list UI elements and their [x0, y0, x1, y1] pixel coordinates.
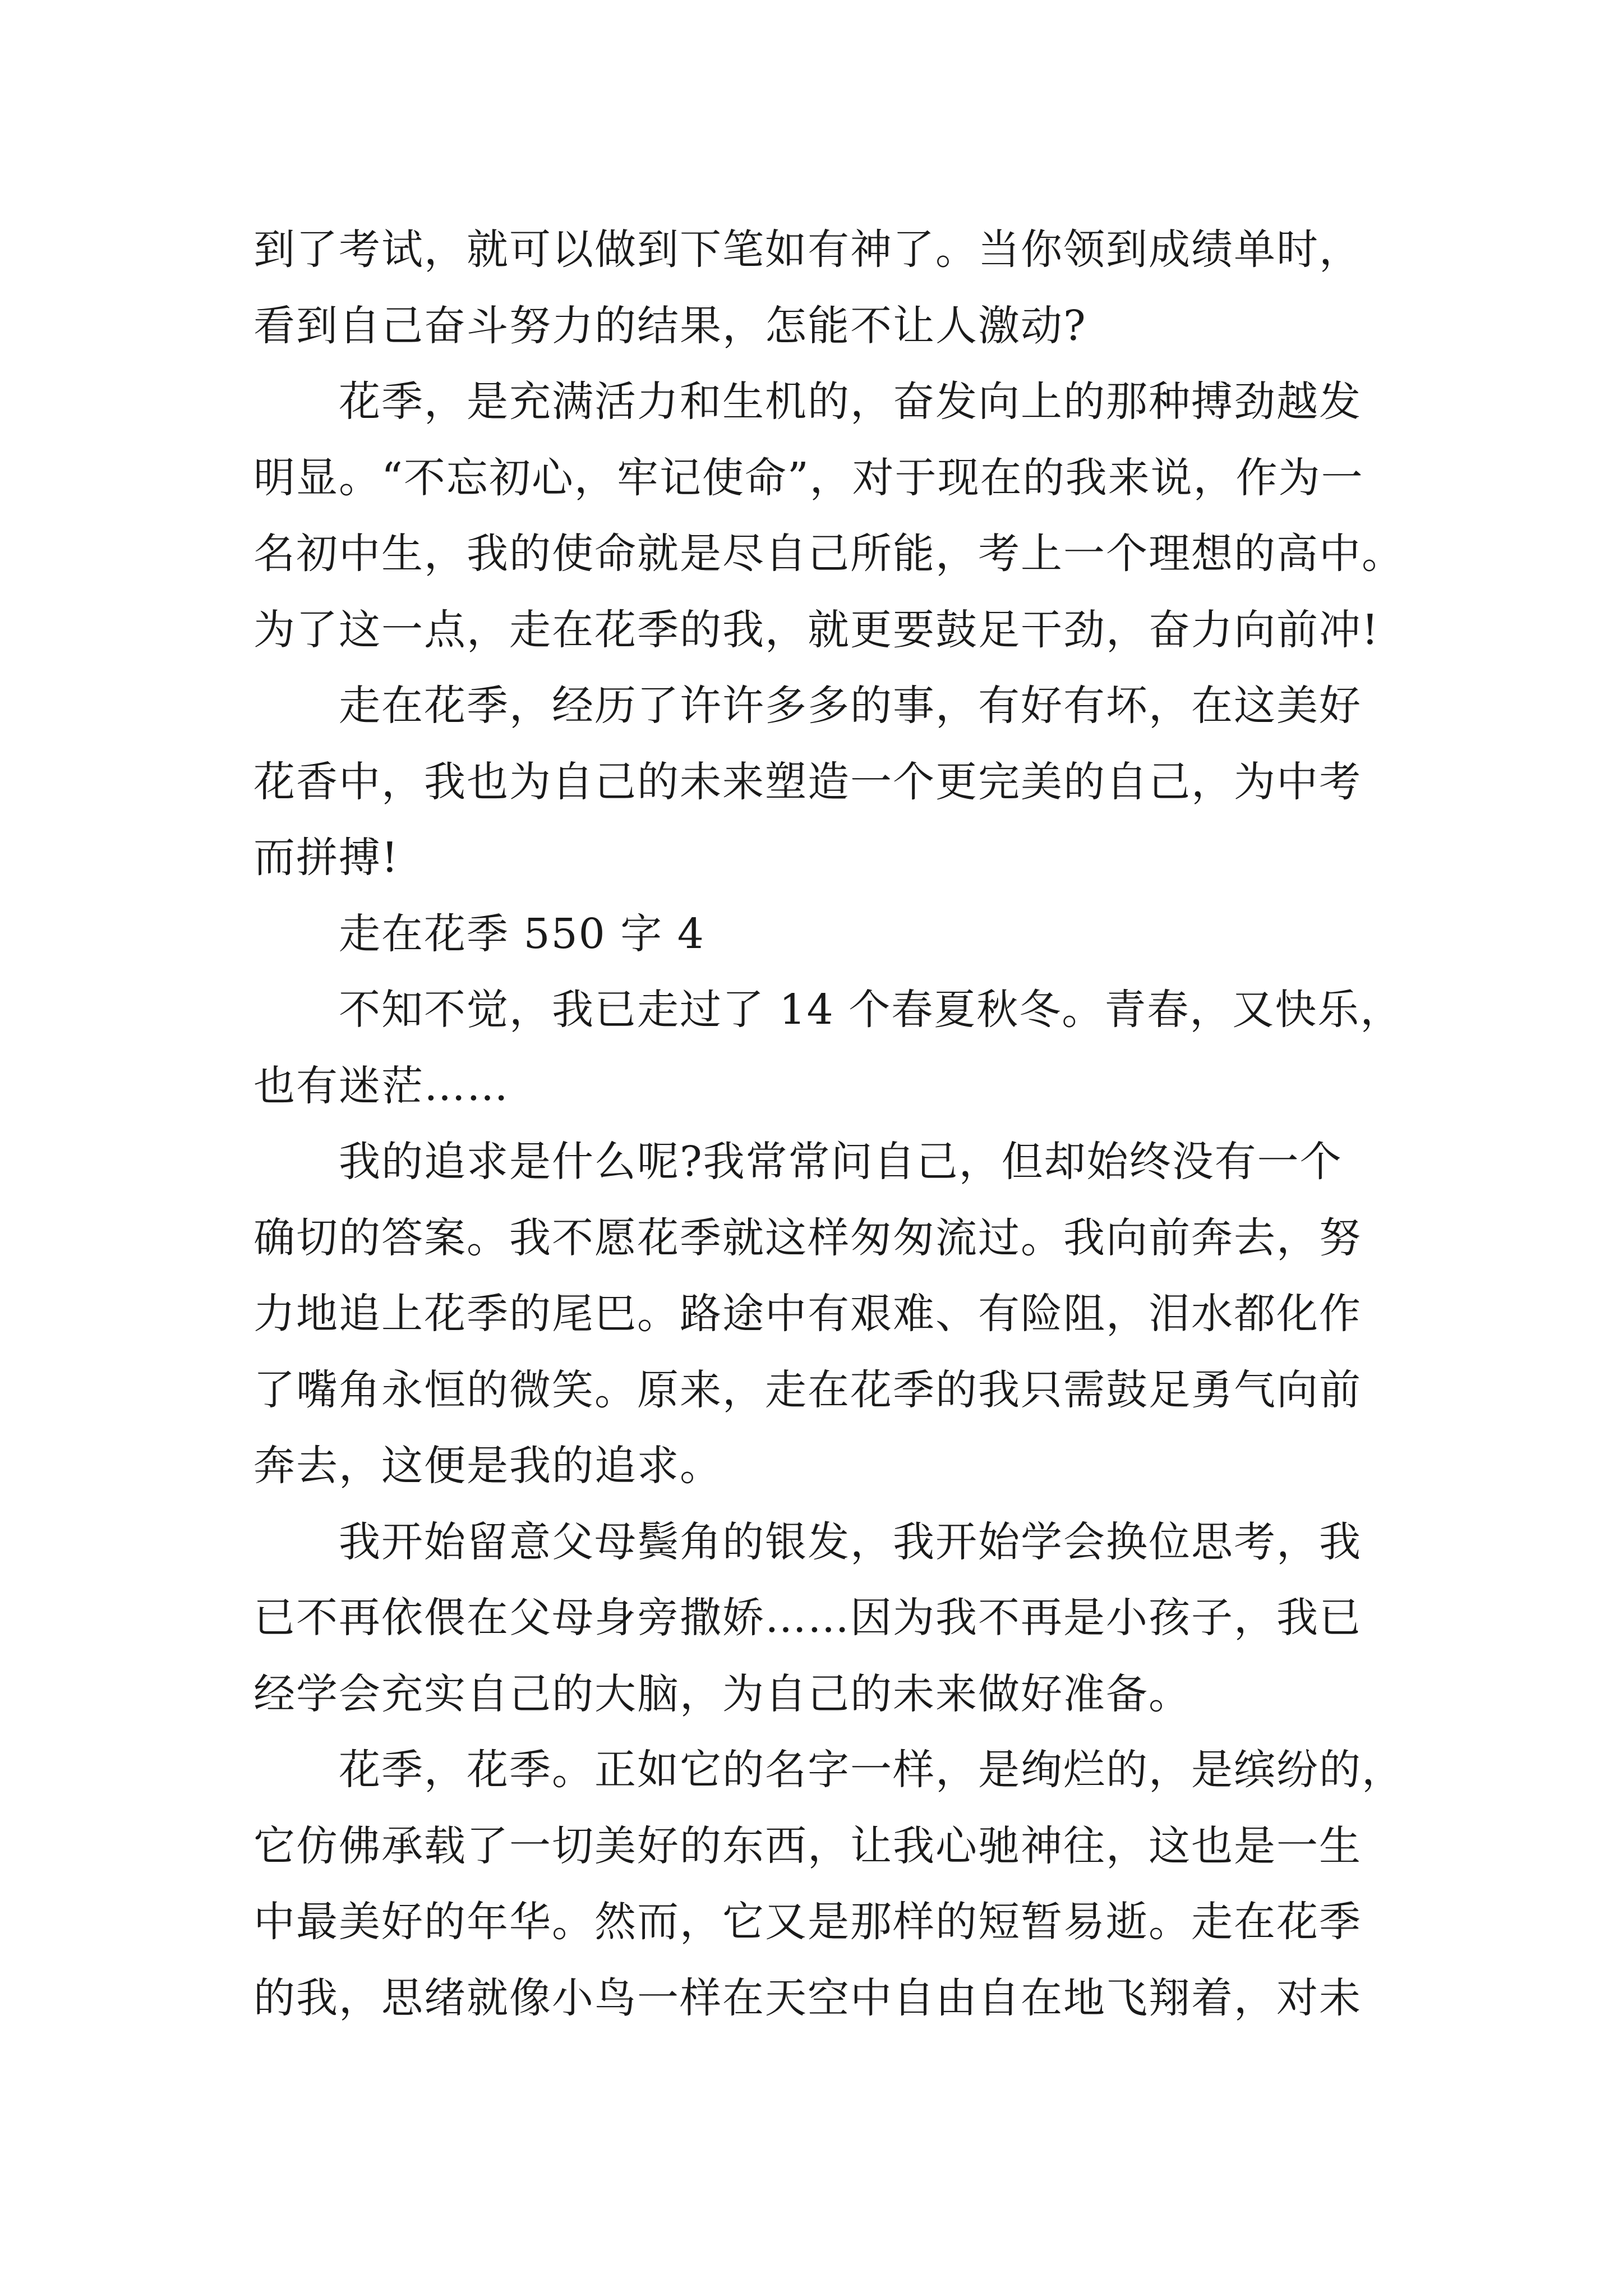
text-line: 我开始留意父母鬓角的银发，我开始学会换位思考，我	[253, 1517, 1362, 1566]
text-line: 到了考试，就可以做到下笔如有神了。当你领到成绩单时，	[253, 226, 1362, 274]
text-line: 名初中生，我的使命就是尽自己所能，考上一个理想的高中。	[253, 530, 1404, 578]
text-line: 花季，是充满活力和生机的，奋发向上的那种搏劲越发	[253, 378, 1362, 426]
paragraph	[253, 364, 1404, 668]
paragraph	[253, 1124, 1392, 1504]
text-line: 奔去，这便是我的追求。	[253, 1442, 722, 1490]
text-line: 明显。“不忘初心，牢记使命”，对于现在的我来说，作为一	[253, 453, 1364, 502]
text-line: 花季，花季。正如它的名字一样，是绚烂的，是缤纷的，	[253, 1746, 1404, 1794]
text-line: 而拼搏!	[253, 834, 399, 882]
text-line: 了嘴角永恒的微笑。原来，走在花季的我只需鼓足勇气向前	[253, 1365, 1362, 1414]
text-line: 中最美好的年华。然而，它又是那样的短暂易逝。走在花季	[253, 1898, 1362, 1946]
text-line: 不知不觉，我已走过了 14 个春夏秋冬。青春，又快乐，	[253, 986, 1403, 1034]
section-heading	[253, 896, 1392, 973]
text-line: 确切的答案。我不愿花季就这样匆匆流过。我向前奔去，努	[253, 1213, 1362, 1262]
text-line: 它仿佛承载了一切美好的东西，让我心驰神往，这也是一生	[253, 1821, 1362, 1870]
text-line: 看到自己奋斗努力的结果，怎能不让人激动?	[253, 301, 1087, 350]
text-line: 花香中，我也为自己的未来塑造一个更完美的自己，为中考	[253, 757, 1362, 806]
text-line: 走在花季，经历了许许多多的事，有好有坏，在这美好	[253, 682, 1362, 730]
text-line: 为了这一点，走在花季的我，就更要鼓足干劲，奋力向前冲!	[253, 605, 1380, 654]
heading-line: 走在花季 550 字 4	[253, 909, 705, 958]
text-line: 经学会充实自己的大脑，为自己的未来做好准备。	[253, 1669, 1191, 1718]
paragraph	[253, 972, 1403, 1124]
text-line: 我的追求是什么呢?我常常问自己，但却始终没有一个	[253, 1138, 1343, 1186]
text-line: 已不再依偎在父母身旁撒娇……因为我不再是小孩子，我已	[253, 1594, 1362, 1642]
text-line: 力地追上花季的尾巴。路途中有艰难、有险阻，泪水都化作	[253, 1290, 1362, 1338]
paragraph	[253, 212, 1392, 364]
paragraph	[253, 1504, 1392, 1733]
text-line: 的我，思绪就像小鸟一样在天空中自由自在地飞翔着，对未	[253, 1973, 1362, 2022]
text-line: 也有迷茫……	[253, 1061, 509, 1110]
body-text	[253, 212, 1404, 2036]
paragraph	[253, 668, 1392, 896]
paragraph	[253, 1732, 1404, 2036]
